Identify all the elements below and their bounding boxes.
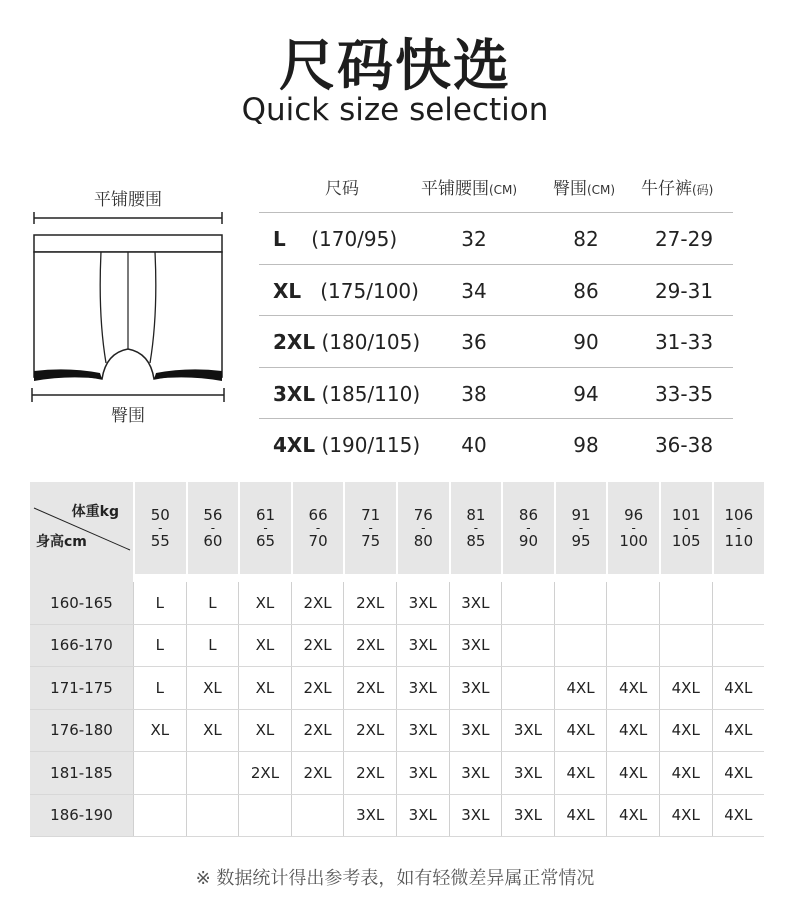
size-cell: 3XL (449, 752, 502, 794)
size-cell: L (186, 625, 239, 667)
size-cell: 3XL (501, 752, 554, 794)
size-cell (501, 625, 554, 667)
size-row: XL (175/100) 34 86 29-31 (259, 264, 733, 316)
size-cell (501, 582, 554, 624)
size-row: 3XL (185/110) 38 94 33-35 (259, 367, 733, 419)
height-row-label: 176-180 (30, 710, 133, 752)
size-row: 2XL (180/105) 36 90 31-33 (259, 315, 733, 367)
size-cell: 2XL (343, 582, 396, 624)
size-cell (186, 752, 239, 794)
weight-axis-label: 体重kg (71, 504, 119, 520)
footnote: ※ 数据统计得出参考表，如有轻微差异属正常情况 (195, 868, 595, 889)
size-cell (659, 582, 712, 624)
size-cell: L (186, 582, 239, 624)
size-cell (659, 625, 712, 667)
size-cell (291, 795, 344, 837)
page-subtitle: Quick size selection (241, 92, 549, 128)
size-row: 4XL (190/115) 40 98 36-38 (259, 418, 733, 470)
size-cell: XL (186, 667, 239, 709)
briefs-illustration (28, 185, 228, 425)
size-cell: 2XL (291, 752, 344, 794)
size-cell (606, 625, 659, 667)
grid-header-row (30, 482, 764, 574)
size-cell: 4XL (606, 752, 659, 794)
size-cell: 3XL (449, 667, 502, 709)
weight-col-header: 76 - 80 (396, 482, 449, 574)
size-cell: 4XL (659, 710, 712, 752)
size-cell: 4XL (712, 667, 765, 709)
size-cell: 2XL (291, 710, 344, 752)
header-waist: 平铺腰围(CM) (421, 179, 518, 199)
size-table (259, 168, 733, 470)
weight-col-header: 106 - 110 (712, 482, 765, 574)
size-recommendation-grid (30, 482, 764, 837)
weight-col-header: 71 - 75 (343, 482, 396, 574)
size-cell (554, 625, 607, 667)
size-cell: 3XL (343, 795, 396, 837)
size-cell: XL (238, 667, 291, 709)
size-cell: 4XL (606, 667, 659, 709)
size-cell (712, 625, 765, 667)
size-table-header (259, 168, 733, 212)
size-cell (554, 582, 607, 624)
height-axis-label: 身高cm (36, 534, 87, 550)
height-row-label: 181-185 (30, 752, 133, 794)
size-cell (712, 582, 765, 624)
diagonal-divider (30, 482, 133, 574)
weight-col-header: 81 - 85 (449, 482, 502, 574)
size-cell: L (133, 582, 186, 624)
size-cell: 2XL (291, 625, 344, 667)
size-cell: 4XL (554, 752, 607, 794)
size-cell (133, 752, 186, 794)
grid-row (30, 752, 764, 795)
grid-gutter (30, 574, 133, 582)
size-cell: 4XL (712, 710, 765, 752)
weight-col-header: 56 - 60 (186, 482, 239, 574)
header-size: 尺码 (325, 179, 359, 199)
size-cell: 3XL (396, 710, 449, 752)
size-cell: 4XL (554, 667, 607, 709)
page-title: 尺码快选 (279, 34, 511, 99)
size-cell: 4XL (659, 667, 712, 709)
size-row: L (170/95) 32 82 27-29 (259, 212, 733, 264)
size-cell: XL (238, 582, 291, 624)
size-cell: 4XL (554, 710, 607, 752)
grid-row (30, 667, 764, 710)
grid-corner-cell (30, 482, 133, 574)
size-cell: 3XL (396, 582, 449, 624)
size-cell: XL (133, 710, 186, 752)
size-cell: 3XL (449, 710, 502, 752)
weight-col-header: 86 - 90 (501, 482, 554, 574)
height-row-label: 166-170 (30, 625, 133, 667)
size-cell: 4XL (606, 710, 659, 752)
size-cell: 2XL (343, 667, 396, 709)
size-cell: XL (186, 710, 239, 752)
size-cell (606, 582, 659, 624)
size-cell (133, 795, 186, 837)
grid-row (30, 710, 764, 753)
size-cell: 3XL (396, 752, 449, 794)
size-cell: 2XL (291, 667, 344, 709)
size-cell (186, 795, 239, 837)
size-cell: XL (238, 625, 291, 667)
size-cell: 3XL (449, 582, 502, 624)
height-row-label: 171-175 (30, 667, 133, 709)
size-cell (501, 667, 554, 709)
grid-body (30, 582, 764, 837)
weight-col-header: 50 - 55 (133, 482, 186, 574)
size-cell: 4XL (712, 795, 765, 837)
size-cell: 2XL (291, 582, 344, 624)
grid-row (30, 625, 764, 668)
size-cell: XL (238, 710, 291, 752)
size-cell: 3XL (396, 795, 449, 837)
weight-col-header: 96 - 100 (606, 482, 659, 574)
weight-col-header: 91 - 95 (554, 482, 607, 574)
header-jeans: 牛仔裤(码) (641, 179, 714, 199)
size-cell: 2XL (343, 752, 396, 794)
size-cell: 3XL (501, 710, 554, 752)
garment-diagram (28, 185, 228, 425)
size-cell: L (133, 625, 186, 667)
size-cell: 3XL (396, 667, 449, 709)
grid-row (30, 582, 764, 625)
size-cell (238, 795, 291, 837)
size-cell: 3XL (449, 795, 502, 837)
size-cell: 3XL (396, 625, 449, 667)
weight-col-header: 101 - 105 (659, 482, 712, 574)
size-cell: 4XL (712, 752, 765, 794)
size-cell: 4XL (659, 752, 712, 794)
hip-label: 臀围 (111, 406, 145, 426)
size-cell: L (133, 667, 186, 709)
size-cell: 3XL (501, 795, 554, 837)
size-cell: 2XL (238, 752, 291, 794)
waist-label: 平铺腰围 (94, 190, 162, 210)
grid-row (30, 795, 764, 838)
size-cell: 4XL (606, 795, 659, 837)
height-row-label: 186-190 (30, 795, 133, 837)
size-cell: 2XL (343, 625, 396, 667)
header-hip: 臀围(CM) (553, 179, 616, 199)
size-cell: 3XL (449, 625, 502, 667)
size-cell: 4XL (659, 795, 712, 837)
weight-col-header: 61 - 65 (238, 482, 291, 574)
height-row-label: 160-165 (30, 582, 133, 624)
weight-col-header: 66 - 70 (291, 482, 344, 574)
size-cell: 2XL (343, 710, 396, 752)
size-cell: 4XL (554, 795, 607, 837)
